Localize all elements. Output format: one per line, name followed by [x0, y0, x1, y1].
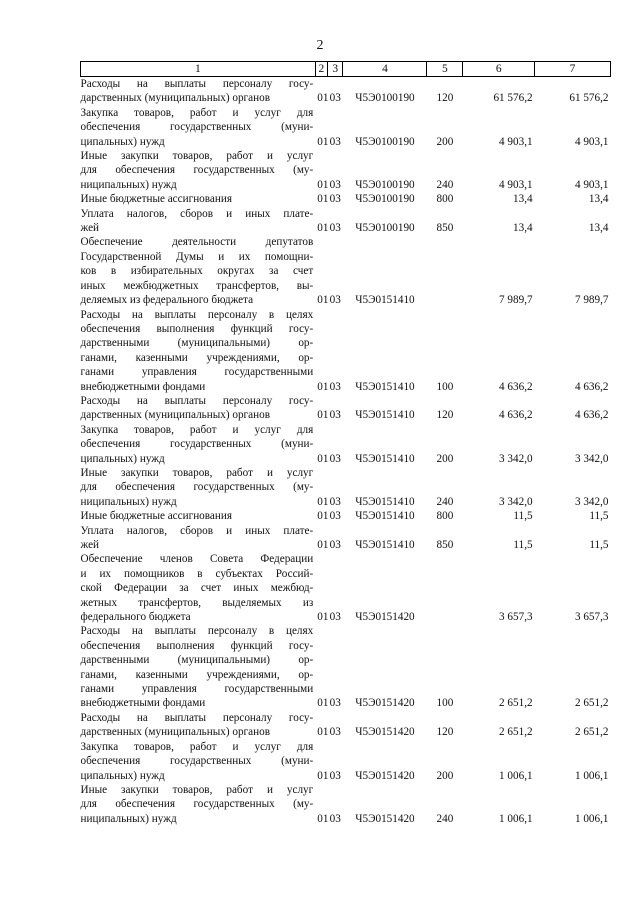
expense-name-line: обеспечения выполнения функций госу- — [80, 639, 314, 652]
amount-col7-cell: 61 576,2 — [569, 92, 609, 105]
budget-table — [80, 61, 611, 826]
amount-col6-cell: 1 006,1 — [499, 769, 533, 782]
section-cell: 01 — [317, 380, 329, 393]
expense-name-line: для обеспечения государственных (му- — [80, 798, 314, 811]
subsection-cell: 03 — [329, 409, 341, 422]
amount-col7-cell: 7 989,7 — [574, 294, 609, 307]
expense-name-cell — [81, 235, 316, 307]
amount-col6-cell: 3 657,3 — [499, 611, 533, 624]
expense-name-line: Закупка товаров, работ и услуг для — [80, 423, 314, 436]
table-row — [81, 524, 611, 553]
expense-name-line: Уплата налогов, сборов и иных плате- — [80, 524, 314, 537]
target-article-cell: Ч5Э0151420 — [355, 726, 415, 739]
amount-col7-cell: 1 006,1 — [574, 769, 609, 782]
expense-type-cell: 100 — [436, 380, 454, 393]
expense-name-line: Обеспечение членов Совета Федерации — [80, 553, 314, 566]
section-cell: 01 — [317, 178, 329, 191]
expense-name-line: ской Федерации за счет иных межбюд- — [80, 582, 314, 595]
amount-col6-cell: 1 006,1 — [499, 812, 533, 825]
expense-name-line: иных межбюджетных трансфертов, вы- — [80, 279, 314, 292]
table-row — [81, 509, 611, 523]
expense-name-line: и их помощников в субъектах Россий- — [80, 567, 314, 580]
subsection-cell: 03 — [329, 697, 341, 710]
table-row — [81, 740, 611, 783]
expense-name-cell — [81, 207, 316, 236]
table-body — [81, 77, 611, 827]
section-cell: 01 — [317, 135, 329, 148]
table-row — [81, 552, 611, 624]
table-row — [81, 149, 611, 192]
header-cell: 1 — [81, 62, 316, 77]
amount-col7-cell: 11,5 — [589, 539, 609, 551]
expense-name-line: Расходы на выплаты персоналу в целях — [80, 308, 314, 321]
expense-name-line: Обеспечение деятельности депутатов — [80, 236, 314, 249]
target-article-cell: Ч5Э0151420 — [355, 812, 415, 825]
expense-name-line: жей — [80, 539, 100, 551]
expense-name-cell — [81, 711, 316, 740]
table-row — [81, 624, 611, 710]
section-cell: 01 — [317, 697, 329, 710]
expense-name-cell — [81, 783, 316, 826]
expense-name-line: Уплата налогов, сборов и иных плате- — [80, 207, 314, 220]
expense-name-line: Закупка товаров, работ и услуг для — [80, 740, 314, 753]
amount-col7-cell: 3 342,0 — [574, 452, 609, 465]
section-cell: 01 — [317, 726, 329, 739]
section-cell: 01 — [317, 611, 329, 624]
expense-type-cell: 120 — [436, 409, 454, 422]
expense-name-line: жетных трансфертов, выделяемых из — [80, 596, 314, 609]
subsection-cell: 03 — [329, 726, 341, 739]
amount-col7-cell: 4 903,1 — [574, 178, 609, 191]
amount-col6-cell: 4 903,1 — [499, 178, 533, 191]
amount-col6-cell: 4 636,2 — [499, 380, 533, 393]
target-article-cell: Ч5Э0151420 — [355, 697, 415, 710]
expense-name-line: ганами управления государственными — [80, 683, 314, 696]
expense-name-line: Расходы на выплаты персоналу в целях — [80, 625, 314, 638]
expense-name-line: деляемых из федерального бюджета — [80, 294, 254, 307]
amount-col6-cell: 61 576,2 — [493, 92, 533, 105]
subsection-cell: 03 — [329, 92, 341, 105]
header-cell: 4 — [343, 62, 427, 77]
amount-col7-cell: 3 342,0 — [574, 495, 609, 508]
expense-name-line: Государственной Думы и их помощни- — [80, 250, 314, 263]
section-cell: 01 — [317, 539, 329, 551]
table-row — [81, 466, 611, 509]
subsection-cell: 03 — [329, 495, 341, 508]
subsection-cell: 03 — [329, 611, 341, 624]
section-cell: 01 — [317, 452, 329, 465]
page-number: 2 — [316, 38, 324, 53]
expense-name-line: ниципальных) нужд — [80, 812, 177, 825]
expense-name-line: Иные бюджетные ассигнования — [80, 510, 232, 523]
table-header-row — [81, 62, 611, 77]
expense-type-cell: 240 — [436, 812, 454, 825]
expense-name-line: дарственными (муниципальными) ор- — [80, 337, 314, 350]
expense-name-line: федерального бюджета — [80, 611, 191, 624]
expense-name-line: ципальных) нужд — [80, 452, 165, 465]
section-cell: 01 — [317, 495, 329, 508]
expense-name-line: Иные закупки товаров, работ и услуг — [80, 783, 314, 796]
amount-col7-cell: 1 006,1 — [574, 812, 609, 825]
table-row — [81, 711, 611, 740]
expense-name-line: Расходы на выплаты персоналу госу- — [80, 711, 314, 724]
amount-col7-cell: 3 657,3 — [574, 611, 609, 624]
expense-name-cell — [81, 466, 316, 509]
expense-name-line: Иные бюджетные ассигнования — [80, 193, 232, 206]
expense-name-cell — [81, 509, 316, 523]
target-article-cell: Ч5Э0100190 — [355, 92, 415, 105]
expense-type-cell: 200 — [436, 769, 454, 782]
expense-name-cell — [81, 149, 316, 192]
expense-name-line: для обеспечения государственных (му- — [80, 164, 314, 177]
amount-col6-cell: 3 342,0 — [499, 495, 533, 508]
target-article-cell: Ч5Э0151410 — [355, 452, 415, 465]
amount-col6-cell: 4 903,1 — [499, 135, 533, 148]
amount-col7-cell: 13,4 — [588, 222, 609, 235]
expense-name-cell — [81, 106, 316, 149]
expense-name-line: дарственных (муниципальных) органов — [80, 409, 270, 422]
section-cell: 01 — [317, 294, 329, 307]
target-article-cell: Ч5Э0100190 — [355, 193, 415, 206]
target-article-cell: Ч5Э0151410 — [355, 510, 415, 523]
expense-name-line: ганами, казенными учреждениями, ор- — [80, 351, 314, 364]
expense-type-cell: 850 — [436, 222, 454, 235]
amount-col7-cell: 2 651,2 — [574, 726, 609, 739]
table-row — [81, 235, 611, 307]
expense-name-line: Иные закупки товаров, работ и услуг — [80, 150, 314, 163]
amount-col6-cell: 3 342,0 — [499, 452, 533, 465]
expense-name-cell — [81, 552, 316, 624]
header-cell: 6 — [463, 62, 535, 77]
amount-col6-cell: 11,5 — [513, 510, 533, 523]
table-row — [81, 106, 611, 149]
expense-name-line: обеспечения государственных (муни- — [80, 121, 314, 134]
header-cell: 2 — [315, 62, 327, 77]
table-row — [81, 207, 611, 236]
amount-col7-cell: 4 903,1 — [574, 135, 609, 148]
section-cell: 01 — [317, 193, 329, 206]
expense-name-line: ципальных) нужд — [80, 135, 165, 148]
expense-name-line: ков в избирательных округах за счет — [80, 265, 314, 278]
expense-type-cell: 850 — [436, 539, 454, 551]
target-article-cell: Ч5Э0100190 — [355, 135, 415, 148]
table-row — [81, 77, 611, 106]
subsection-cell: 03 — [329, 380, 341, 393]
amount-col7-cell: 4 636,2 — [574, 380, 609, 393]
expense-type-cell: 240 — [436, 178, 454, 191]
table-row — [81, 192, 611, 206]
subsection-cell: 03 — [329, 539, 341, 551]
expense-name-line: ниципальных) нужд — [80, 178, 177, 191]
target-article-cell: Ч5Э0151410 — [355, 409, 415, 422]
section-cell: 01 — [317, 222, 329, 235]
target-article-cell: Ч5Э0151410 — [355, 294, 415, 307]
expense-name-line: дарственными (муниципальными) ор- — [80, 654, 314, 667]
header-cell: 7 — [535, 62, 611, 77]
amount-col6-cell: 13,4 — [513, 222, 533, 235]
target-article-cell: Ч5Э0100190 — [355, 222, 415, 235]
expense-name-cell — [81, 740, 316, 783]
section-cell: 01 — [317, 812, 329, 825]
amount-col6-cell: 2 651,2 — [499, 726, 533, 739]
target-article-cell: Ч5Э0151420 — [355, 769, 415, 782]
table-row — [81, 308, 611, 394]
expense-name-cell — [81, 308, 316, 394]
amount-col6-cell: 11,5 — [513, 539, 533, 551]
header-cell: 3 — [328, 62, 343, 77]
subsection-cell: 03 — [329, 769, 341, 782]
amount-col7-cell: 11,5 — [589, 510, 609, 523]
amount-col7-cell: 4 636,2 — [574, 409, 609, 422]
target-article-cell: Ч5Э0151410 — [355, 380, 415, 393]
expense-type-cell: 800 — [436, 510, 454, 523]
expense-name-line: ципальных) нужд — [80, 769, 165, 782]
amount-col6-cell: 7 989,7 — [499, 294, 533, 307]
expense-type-cell: 240 — [436, 495, 454, 508]
expense-name-cell — [81, 624, 316, 710]
subsection-cell: 03 — [329, 452, 341, 465]
amount-col7-cell: 13,4 — [588, 193, 609, 206]
subsection-cell: 03 — [329, 178, 341, 191]
header-cell: 5 — [427, 62, 463, 77]
expense-name-line: Закупка товаров, работ и услуг для — [80, 106, 314, 119]
section-cell: 01 — [317, 769, 329, 782]
section-cell: 01 — [317, 510, 329, 523]
expense-type-cell: 120 — [436, 92, 454, 105]
subsection-cell: 03 — [329, 222, 341, 235]
expense-name-line: ниципальных) нужд — [80, 495, 177, 508]
expense-type-cell: 100 — [436, 697, 454, 710]
expense-name-line: Иные закупки товаров, работ и услуг — [80, 466, 314, 479]
amount-col6-cell: 13,4 — [513, 193, 533, 206]
expense-name-line: жей — [80, 222, 100, 235]
amount-col6-cell: 4 636,2 — [499, 409, 533, 422]
expense-name-line: ганами, казенными учреждениями, ор- — [80, 668, 314, 681]
expense-type-cell: 200 — [436, 452, 454, 465]
expense-name-line: Расходы на выплаты персоналу госу- — [80, 394, 314, 407]
subsection-cell: 03 — [329, 135, 341, 148]
amount-col6-cell: 2 651,2 — [499, 697, 533, 710]
expense-name-line: внебюджетными фондами — [80, 697, 206, 710]
expense-name-line: обеспечения государственных (муни- — [80, 438, 314, 451]
subsection-cell: 03 — [329, 812, 341, 825]
table-row — [81, 394, 611, 423]
expense-name-line: дарственных (муниципальных) органов — [80, 92, 270, 105]
expense-type-cell: 200 — [436, 135, 454, 148]
expense-name-line: Расходы на выплаты персоналу госу- — [80, 78, 314, 90]
section-cell: 01 — [317, 409, 329, 422]
expense-name-line: дарственных (муниципальных) органов — [80, 726, 270, 739]
expense-name-cell — [81, 423, 316, 466]
expense-type-cell: 800 — [436, 193, 454, 206]
expense-type-cell — [427, 552, 463, 624]
expense-name-cell — [81, 192, 316, 206]
target-article-cell: Ч5Э0151410 — [355, 539, 415, 551]
subsection-cell: 03 — [329, 510, 341, 523]
target-article-cell: Ч5Э0100190 — [355, 178, 415, 191]
expense-name-line: ганами управления государственными — [80, 366, 314, 379]
expense-type-cell — [427, 235, 463, 307]
target-article-cell: Ч5Э0151410 — [355, 495, 415, 508]
table-row — [81, 423, 611, 466]
expense-name-line: для обеспечения государственных (му- — [80, 481, 314, 494]
expense-name-line: обеспечения государственных (муни- — [80, 755, 314, 768]
section-cell: 01 — [317, 92, 329, 105]
expense-name-cell — [81, 524, 316, 553]
target-article-cell: Ч5Э0151420 — [355, 611, 415, 624]
subsection-cell: 03 — [329, 294, 341, 307]
subsection-cell: 03 — [329, 193, 341, 206]
expense-name-cell — [81, 77, 316, 106]
expense-name-line: обеспечения выполнения функций госу- — [80, 322, 314, 335]
table-row — [81, 783, 611, 826]
expense-name-line: внебюджетными фондами — [80, 380, 206, 393]
expense-type-cell: 120 — [436, 726, 454, 739]
amount-col7-cell: 2 651,2 — [574, 697, 609, 710]
expense-name-cell — [81, 394, 316, 423]
